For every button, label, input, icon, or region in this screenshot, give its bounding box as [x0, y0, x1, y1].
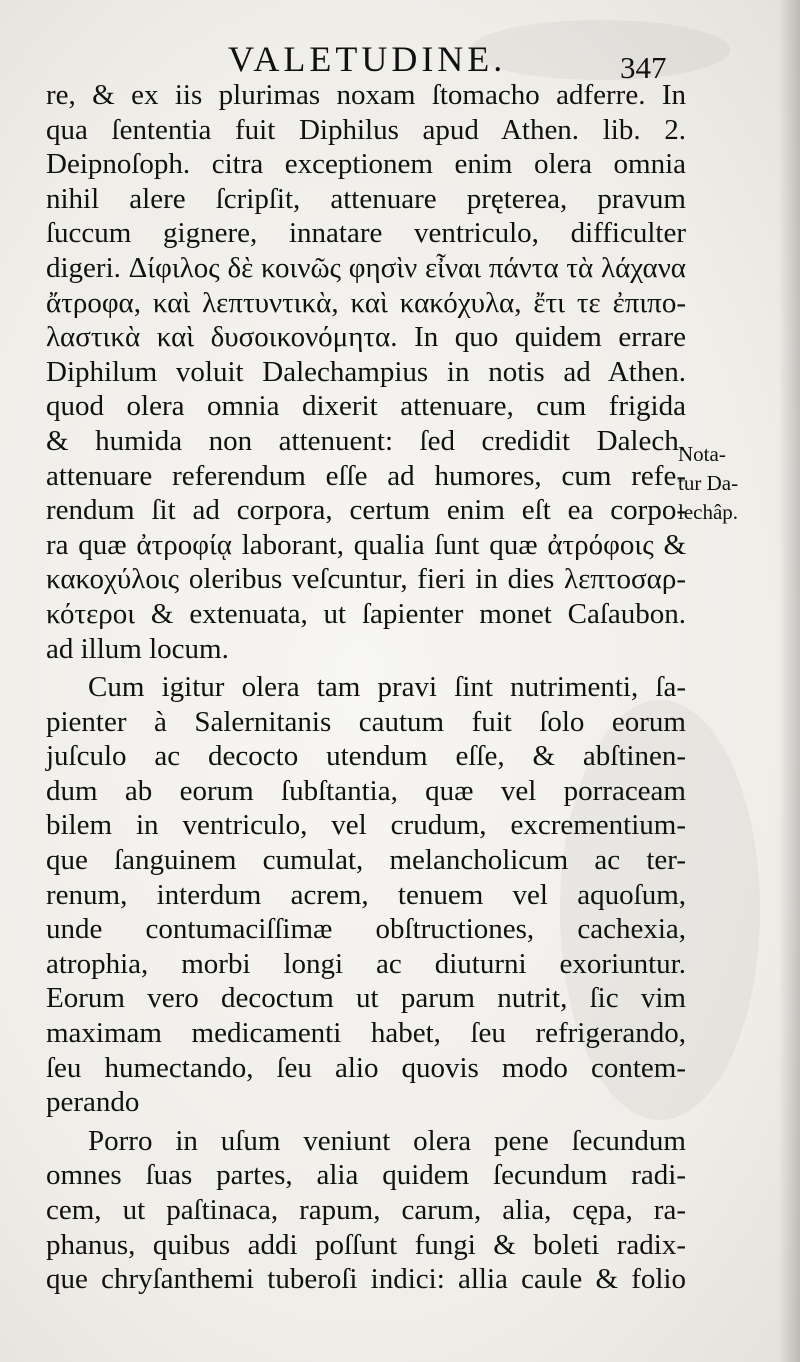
text-line: attenuare referendum eſſe ad humores, cum refe-	[46, 459, 686, 492]
text-line: renum, interdum acrem, tenuem vel aquoſum,	[46, 878, 686, 911]
text-line: atrophia, morbi longi ac diuturni exoriuntur.	[46, 947, 686, 980]
text-line: λαστικὰ καὶ δυσοικονόμητα. In quo quidem errare	[46, 321, 686, 354]
text-line: ἄτροφα, καὶ λεπτυντικὰ, καὶ κακόχυλα, ἔτι τε ἐπιπο-	[46, 286, 686, 319]
text-line: Diphilum voluit Dalechampius in notis ad Athen.	[46, 355, 686, 388]
text-line: dum ab eorum ſubſtantia, quæ vel porraceam	[46, 774, 686, 807]
text-line: unde contumaciſſimæ obſtructiones, cachexia,	[46, 913, 686, 946]
text-line: omnes ſuas partes, alia quidem ſecundum radi-	[46, 1159, 686, 1192]
text-line: quod olera omnia dixerit attenuare, cum frigida	[46, 390, 686, 423]
text-line: Porro in uſum veniunt olera pene ſecundum	[88, 1124, 686, 1157]
text-line: bilem in ventriculo, vel crudum, excrementium-	[46, 809, 686, 842]
text-line: pienter à Salernitanis cautum fuit ſolo eorum	[46, 705, 686, 738]
text-line: digeri. Δίφιλος δὲ κοινῶς φησὶν εἶναι πάντα τὰ λάχανα	[46, 251, 686, 284]
main-text-block	[46, 78, 686, 1297]
text-line: que chryſanthemi tuberoſi indici: allia caule & folio	[46, 1263, 686, 1296]
text-line: ſuccum gignere, innatare ventriculo, difficulter	[46, 217, 686, 250]
text-line: & humida non attenuent: ſed credidit Dalech.	[46, 424, 686, 457]
text-line: que ſanguinem cumulat, melancholicum ac ter-	[46, 844, 686, 877]
margin-note	[678, 440, 788, 527]
text-line: qua ſententia fuit Diphilus apud Athen. lib. 2.	[46, 113, 686, 146]
text-line: maximam medicamenti habet, ſeu refrigerando,	[46, 1017, 686, 1050]
text-line: juſculo ac decocto utendum eſſe, & abſtinen-	[46, 740, 686, 773]
text-line: Cum igitur olera tam pravi ſint nutrimenti, ſa-	[88, 671, 686, 704]
text-line: κακοχύλοις oleribus veſcuntur, fieri in dies λεπτοσαρ-	[46, 563, 686, 596]
page-number: 347	[620, 50, 667, 85]
text-line: Deipnoſoph. citra exceptionem enim olera omnia	[46, 148, 686, 181]
margin-note-line: lechâp.	[678, 500, 739, 524]
text-line: phanus, quibus addi poſſunt fungi & boleti radix-	[46, 1228, 686, 1261]
text-line: nihil alere ſcripſit, attenuare pręterea, pravum	[46, 182, 686, 215]
text-line: cem, ut paſtinaca, rapum, carum, alia, cępa, ra-	[46, 1194, 686, 1226]
margin-note-line: tur Da-	[678, 471, 739, 495]
page-edge-shadow	[778, 0, 800, 1362]
text-line: perando	[46, 1086, 140, 1119]
text-line: rendum ſit ad corpora, certum enim eſt ea corpo-	[46, 494, 686, 527]
text-line: κότεροι & extenuata, ut ſapienter monet Caſaubon.	[46, 597, 686, 630]
text-line: re, & ex iis plurimas noxam ſtomacho adferre. In	[46, 79, 686, 111]
running-head: VALETUDINE.	[228, 39, 507, 79]
text-line: ſeu humectando, ſeu alio quovis modo contem-	[46, 1051, 686, 1084]
text-line: ad illum locum.	[46, 632, 229, 665]
text-line: ra quæ ἀτροφίᾳ laborant, qualia ſunt quæ ἀτρόφοις &	[46, 528, 686, 561]
text-line: Eorum vero decoctum ut parum nutrit, ſic vim	[46, 982, 686, 1015]
margin-note-line: Nota-	[678, 442, 726, 466]
